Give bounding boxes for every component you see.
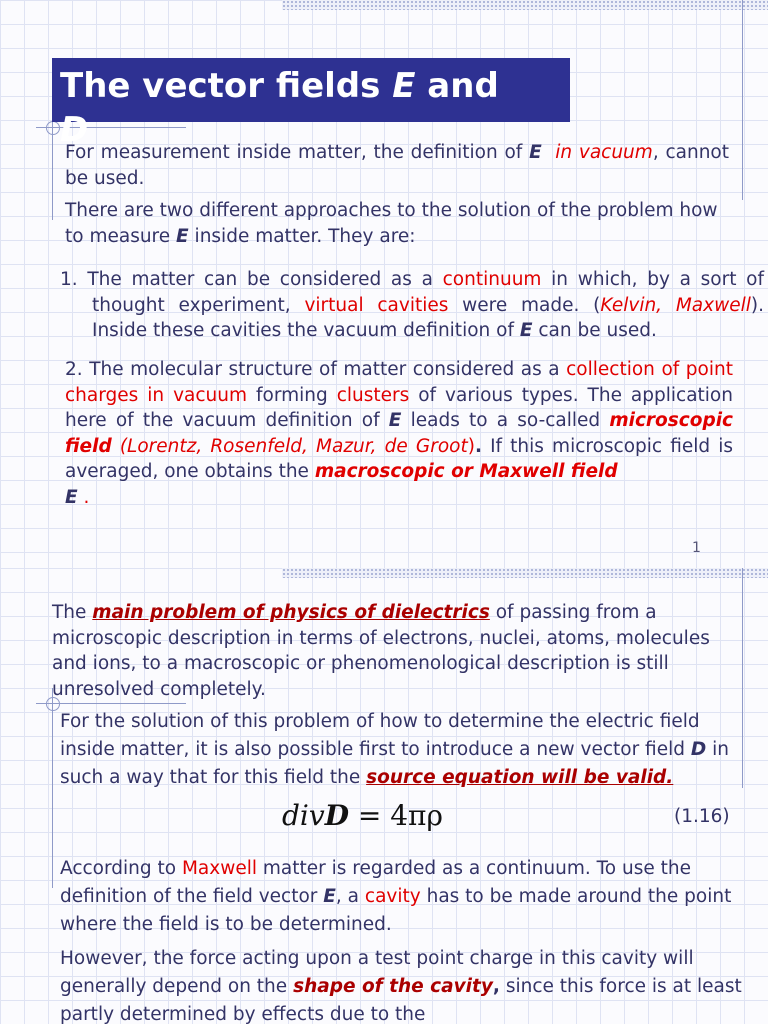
decor-vertical-line bbox=[742, 0, 743, 200]
paragraph-maxwell: According to Maxwell matter is regarded as a continuum. To use the definition of the field vector E, a cavity has to be made around the point where the field is to be determined. bbox=[60, 858, 732, 935]
page-number: 1 bbox=[692, 540, 701, 556]
paragraph-force: However, the force acting upon a test point charge in this cavity will generally depend on the shape of the cavity, since this force is at least partly determined by effects due to the bbox=[60, 948, 742, 1025]
list-item-molecular: 2. The molecular structure of matter considered as a collection of point charges in vacuum forming clusters of various types. The application here of the vacuum definition of E leads to a so-called microscopic field (Lorentz, Rosenfeld, Mazur, de Groot). If this microscopic field is averaged, one obtains the macroscopic or Maxwell field E . bbox=[65, 359, 733, 508]
slide-title: The vector fields E and D bbox=[60, 66, 499, 150]
paragraph-measurement: For measurement inside matter, the definition of E in vacuum, cannot be used. bbox=[65, 142, 729, 189]
top-decor-bar bbox=[282, 0, 768, 10]
equation-number: (1.16) bbox=[674, 806, 730, 827]
top-decor-bar bbox=[282, 568, 768, 578]
slide-2 bbox=[0, 568, 768, 1024]
paragraph-solution: For the solution of this problem of how to determine the electric field inside matter, it is also possible first to introduce a new vector field D in such a way that for this field the source equation will be valid. bbox=[60, 711, 729, 788]
list-item-continuum: 1. The matter can be considered as a continuum in which, by a sort of thought experiment, virtual cavities were made. (Kelvin, Maxwell). Inside these cavities the vacuum definition of E can be used. bbox=[60, 269, 764, 341]
decor-vertical-line-left bbox=[52, 688, 53, 888]
equation-div-d: divD = 4πρ bbox=[282, 799, 443, 832]
decor-vertical-line bbox=[742, 568, 743, 788]
paragraph-main-problem: The main problem of physics of dielectrics of passing from a microscopic description in terms of electrons, nuclei, atoms, molecules and ions, to a macroscopic or phenomenological description is still unresolved completely. bbox=[52, 602, 710, 700]
paragraph-approaches: There are two different approaches to the solution of the problem how to measure E inside matter. They are: bbox=[65, 200, 718, 247]
slide-title-box bbox=[52, 58, 570, 150]
